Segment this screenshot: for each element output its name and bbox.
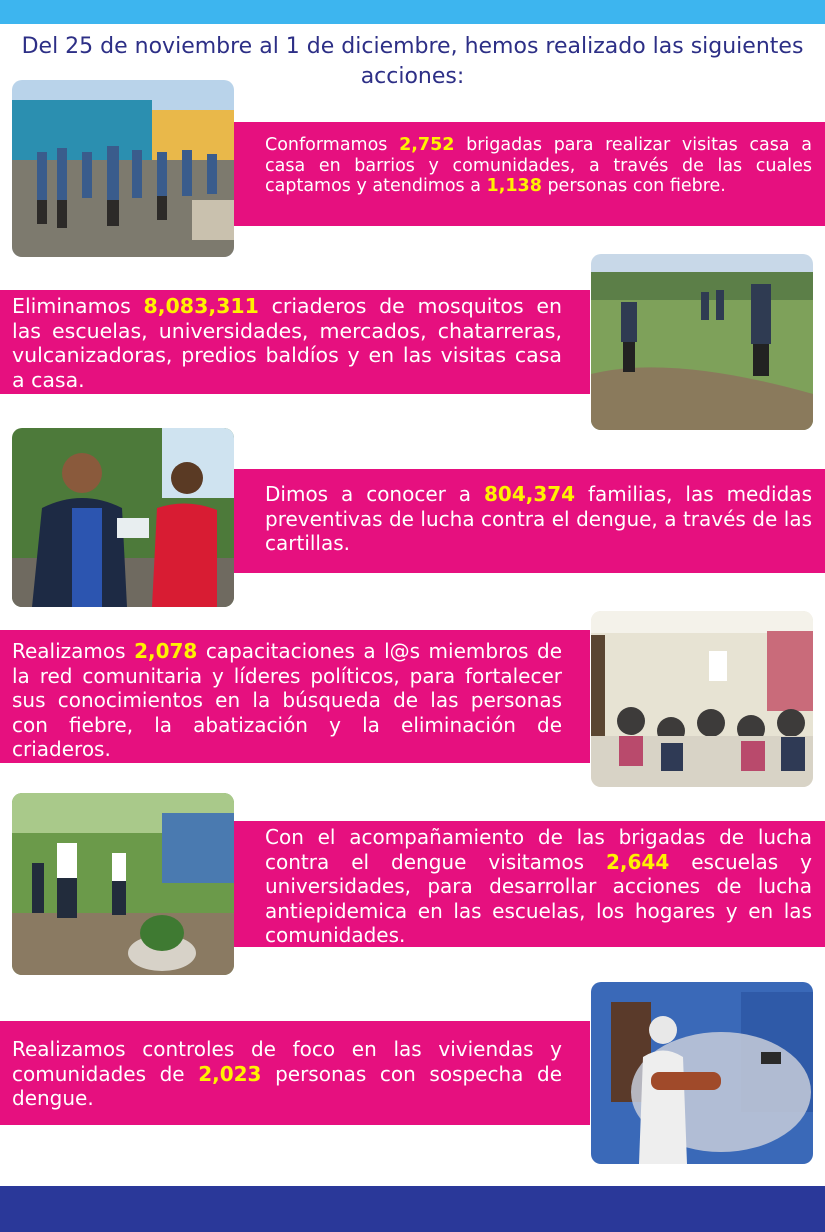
- photo-brigades-walking: [12, 80, 234, 257]
- action-6-text: Realizamos controles de foco en las viviendas y comunidades de 2,023 personas con sospecha de dengue.: [12, 1037, 562, 1110]
- action-5-text: Con el acompañamiento de las brigadas de lucha contra el dengue visitamos 2,644 escuelas y universidades, para desarrollar acciones de lucha antiepidemica en las escuelas, los hogares y en las comunidades.: [265, 825, 813, 947]
- action-1-band: [234, 122, 825, 226]
- action-3-number: 804,374: [483, 482, 576, 506]
- action-1-number-brigades: 2,752: [399, 135, 455, 155]
- photo-fumigation: [591, 982, 813, 1164]
- bottom-bar: [0, 1186, 825, 1232]
- action-5-band: [234, 821, 825, 947]
- action-4-number: 2,078: [134, 639, 198, 663]
- action-1-number-people: 1,138: [486, 176, 542, 196]
- photo-school-visit: [12, 793, 234, 975]
- action-2-number: 8,083,311: [143, 294, 259, 318]
- action-3-band: [234, 469, 825, 573]
- page-heading: Del 25 de noviembre al 1 de diciembre, hemos realizado las siguientes acciones:: [21, 34, 804, 89]
- photo-field-cleanup: [591, 254, 813, 430]
- action-6-band: [0, 1021, 590, 1125]
- action-2-band: [0, 290, 590, 394]
- action-5-number: 2,644: [606, 849, 670, 874]
- photo-booklet-handover: [12, 428, 234, 607]
- action-2-text: Eliminamos 8,083,311 criaderos de mosquitos en las escuelas, universidades, mercados, chatarreras, vulcanizadoras, predios baldíos y en las visitas casa a casa.: [12, 294, 562, 392]
- action-6-number: 2,023: [198, 1061, 262, 1086]
- action-4-text: Realizamos 2,078 capacitaciones a l@s miembros de la red comunitaria y líderes políticos, para fortalecer sus conocimientos en la búsqueda de las personas con fiebre, la abatización y la eliminación de criaderos.: [12, 639, 563, 761]
- top-bar: [0, 0, 825, 24]
- action-4-band: [0, 630, 590, 763]
- action-1-text: Conformamos 2,752 brigadas para realizar visitas casa a casa en barrios y comunidades, a través de las cuales captamos y atendimos a 1,138 personas con fiebre.: [265, 135, 813, 196]
- photo-training-session: [591, 611, 813, 787]
- action-3-text: Dimos a conocer a 804,374 familias, las medidas preventivas de lucha contra el dengue, a través de las cartillas.: [265, 482, 812, 555]
